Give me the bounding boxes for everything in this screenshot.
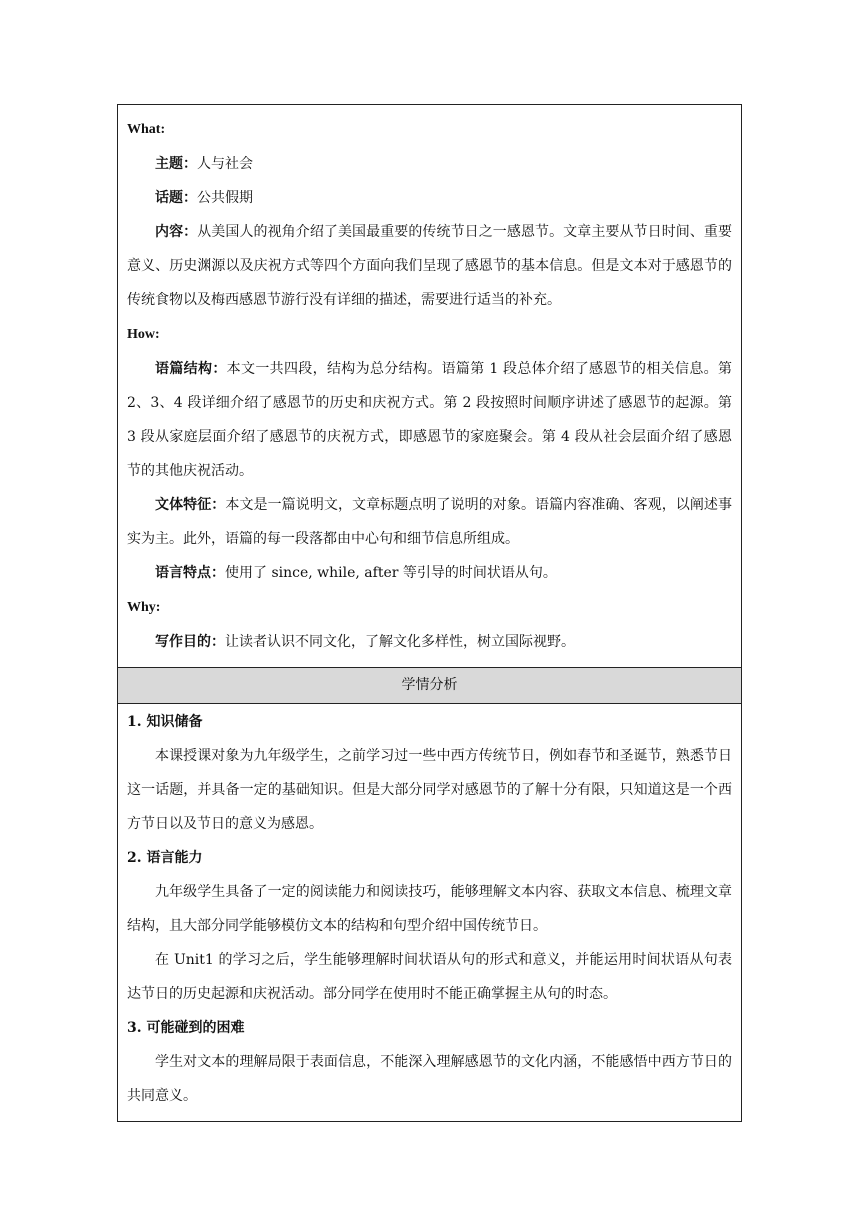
difficulty-paragraph: 学生对文本的理解局限于表面信息，不能深入理解感恩节的文化内涵，不能感悟中西方节日的共同意义。 (127, 1054, 732, 1104)
student-analysis-header: 学情分析 (118, 667, 741, 704)
text-analysis-cell (118, 105, 741, 667)
language-ability-paragraph-2: 在 Unit1 的学习之后，学生能够理解时间状语从句的形式和意义，并能运用时间状语从句表达节日的历史起源和庆祝活动。部分同学在使用时不能正确掌握主从句的时态。 (127, 952, 732, 1002)
language-paragraph (127, 556, 732, 590)
language-ability-paragraph-1: 九年级学生具备了一定的阅读能力和阅读技巧，能够理解文本内容、获取文本信息、梳理文章结构，且大部分同学能够模仿文本的结构和句型介绍中国传统节日。 (127, 884, 732, 934)
purpose-text: 让读者认识不同文化，了解文化多样性，树立国际视野。 (225, 634, 575, 650)
language-ability-heading: 2. 语言能力 (127, 850, 203, 866)
why-label: Why: (127, 600, 161, 615)
what-heading (127, 112, 732, 147)
theme-label: 主题： (155, 156, 197, 172)
knowledge-heading: 1. 知识储备 (127, 714, 203, 730)
language-text: 使用了 since, while, after 等引导的时间状语从句。 (225, 565, 557, 581)
language-label: 语言特点： (155, 565, 225, 581)
structure-paragraph (127, 352, 732, 488)
style-paragraph (127, 488, 732, 556)
how-heading (127, 317, 732, 352)
knowledge-paragraph: 本课授课对象为九年级学生，之前学习过一些中西方传统节日，例如春节和圣诞节，熟悉节日这一话题，并具备一定的基础知识。但是大部分同学对感恩节的了解十分有限，只知道这是一个西方节日以及节日的意义为感恩。 (127, 748, 732, 832)
structure-label: 语篇结构： (155, 361, 227, 377)
student-analysis-cell (118, 704, 741, 1121)
how-label: How: (127, 327, 160, 342)
why-heading (127, 590, 732, 625)
content-paragraph (127, 215, 732, 317)
topic-line (127, 181, 732, 215)
topic-value: 公共假期 (197, 190, 253, 206)
what-label: What: (127, 122, 166, 137)
difficulty-heading: 3. 可能碰到的困难 (127, 1020, 245, 1036)
lesson-plan-table (117, 104, 742, 1122)
theme-line (127, 147, 732, 181)
content-label: 内容： (155, 224, 198, 240)
purpose-label: 写作目的： (155, 634, 225, 650)
style-text: 本文是一篇说明文，文章标题点明了说明的对象。语篇内容准确、客观，以阐述事实为主。此外，语篇的每一段落都由中心句和细节信息所组成。 (127, 497, 732, 547)
structure-text: 本文一共四段，结构为总分结构。语篇第 1 段总体介绍了感恩节的相关信息。第 2、3、4 段详细介绍了感恩节的历史和庆祝方式。第 2 段按照时间顺序讲述了感恩节的起源。第 3 段从家庭层面介绍了感恩节的庆祝方式，即感恩节的家庭聚会。第 4 段从社会层面介绍了感恩节的其他庆祝活动。 (127, 361, 733, 479)
content-text: 从美国人的视角介绍了美国最重要的传统节日之一感恩节。文章主要从节日时间、重要意义、历史渊源以及庆祝方式等四个方面向我们呈现了感恩节的基本信息。但是文本对于感恩节的传统食物以及梅西感恩节游行没有详细的描述，需要进行适当的补充。 (127, 224, 733, 308)
theme-value: 人与社会 (197, 156, 253, 172)
style-label: 文体特征： (155, 497, 226, 513)
purpose-paragraph (127, 625, 732, 659)
topic-label: 话题： (155, 190, 197, 206)
